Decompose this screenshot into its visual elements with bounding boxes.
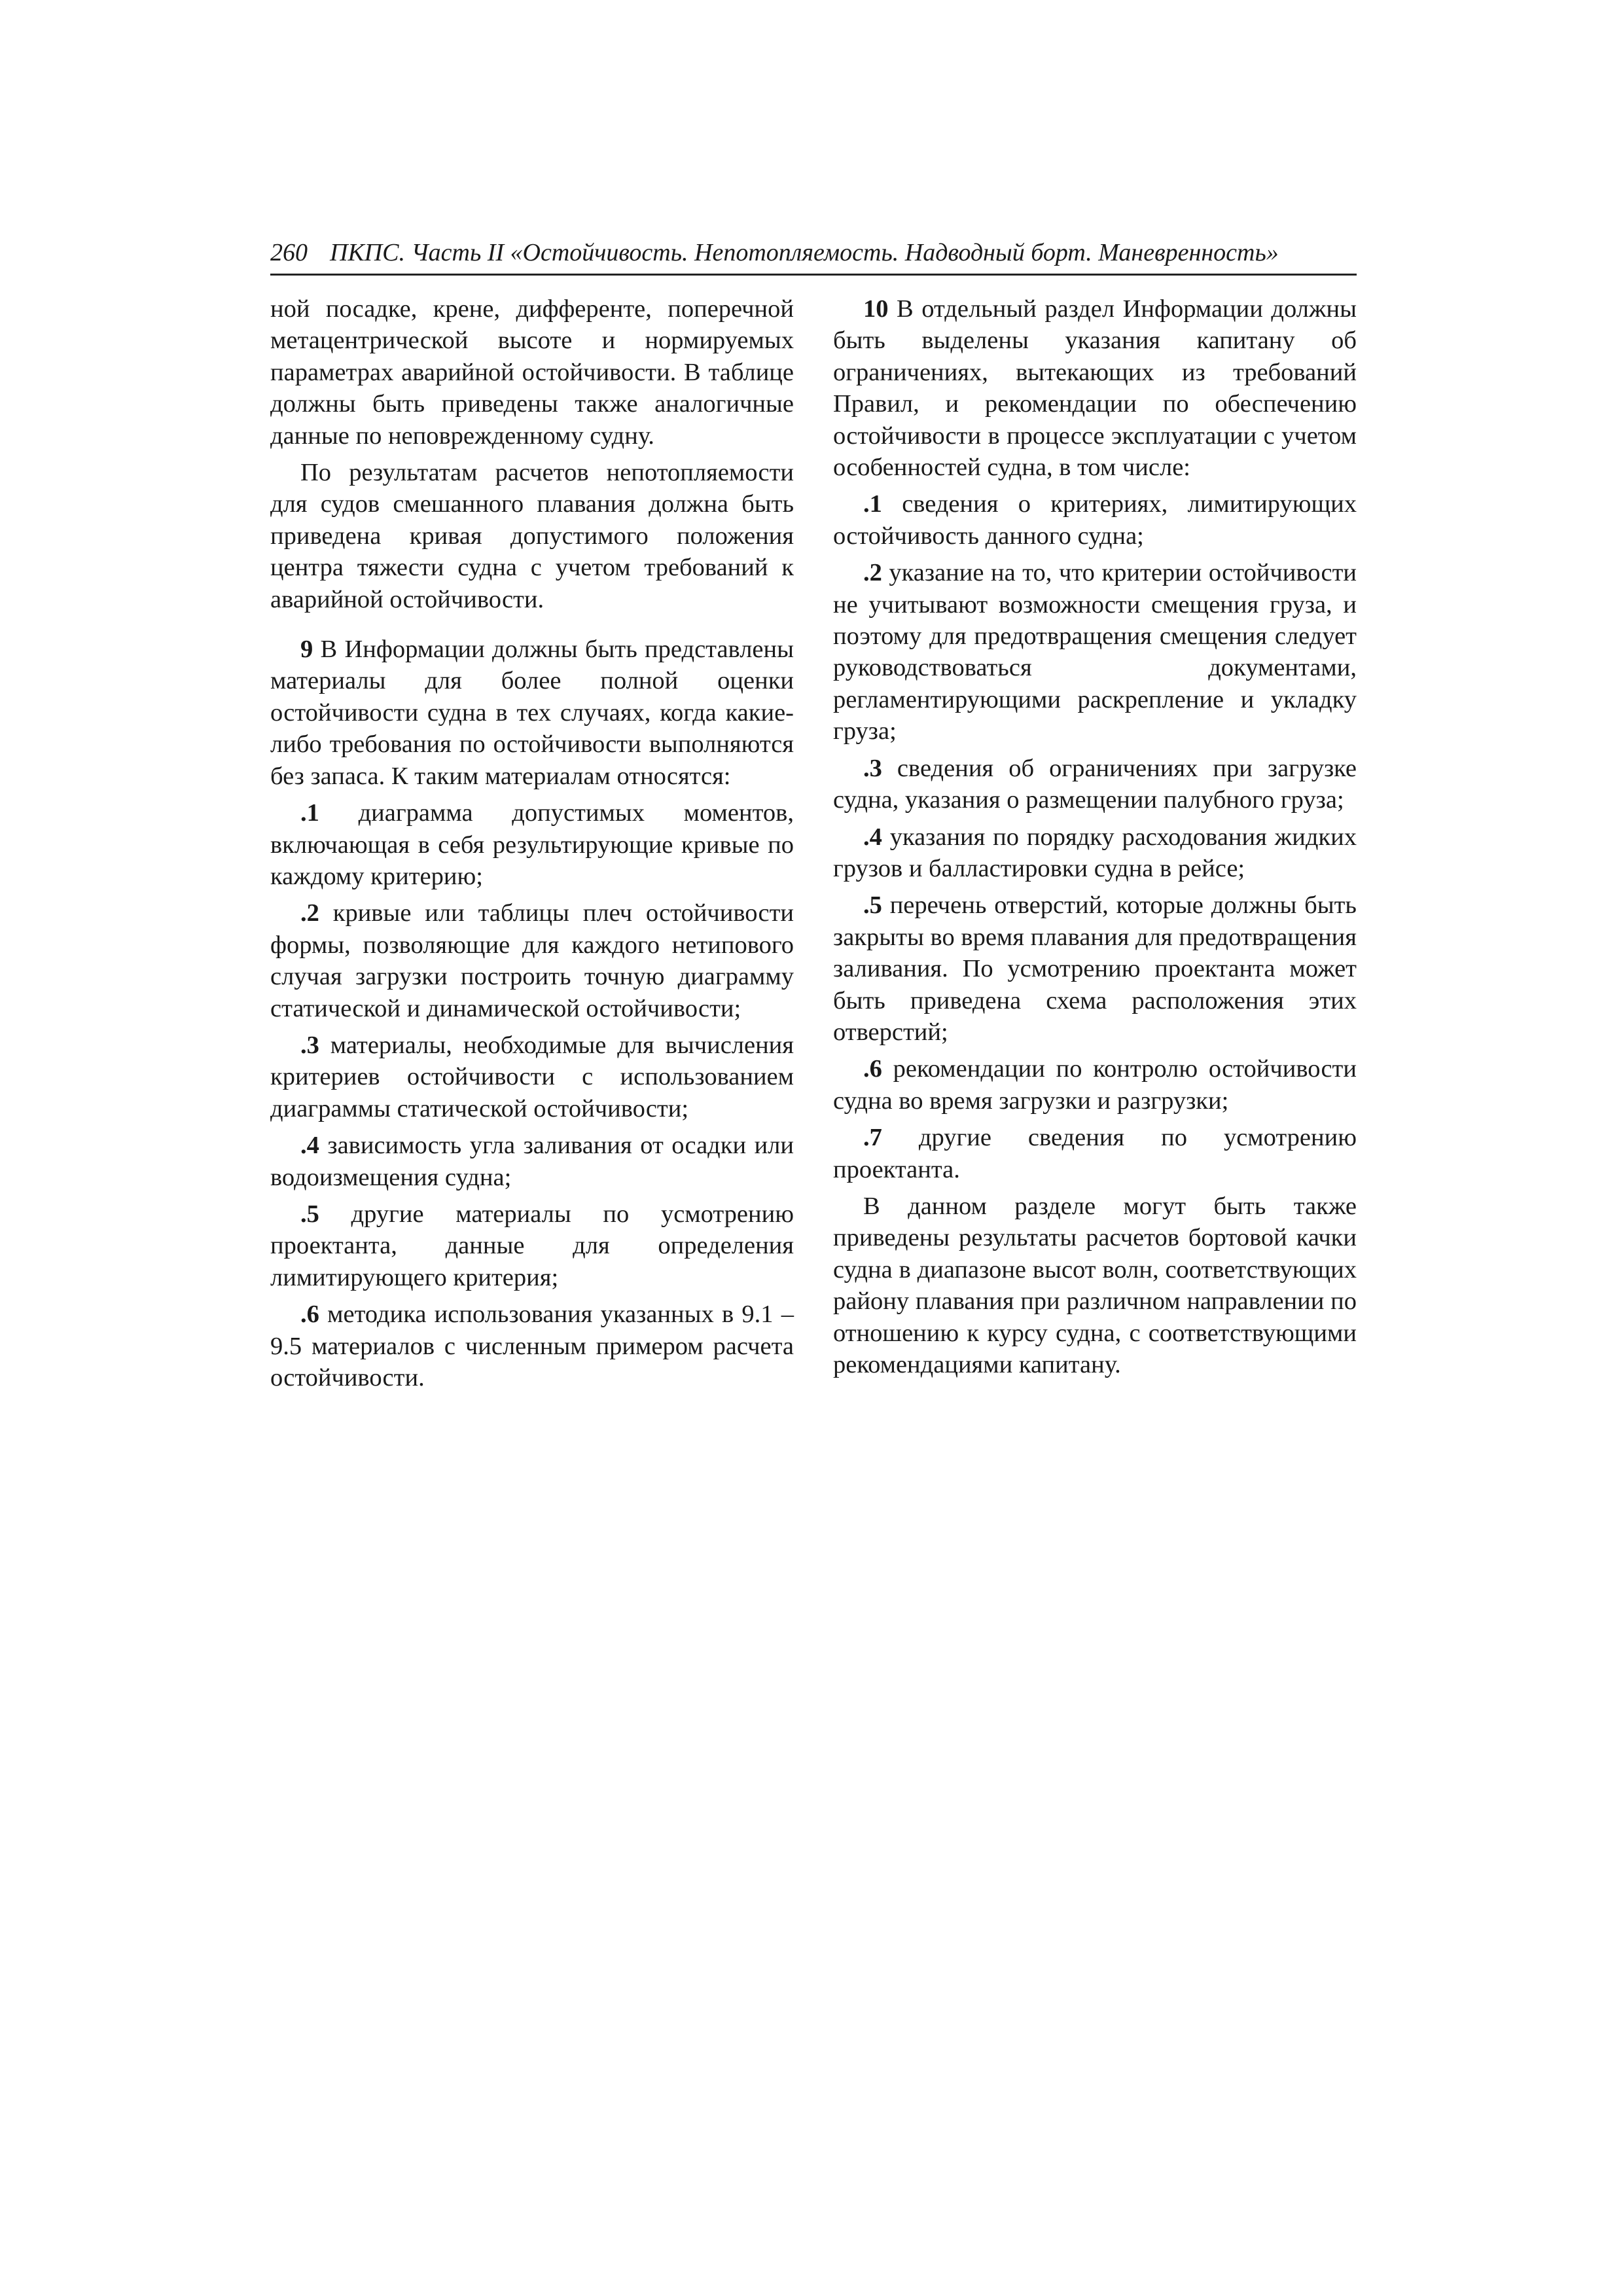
item-text: указание на то, что критерии остойчивости не учитывают возможности смещения груза, и поэтому для предотвращения смещения следует руководствоваться документами, регламентирующими раскрепление и укладку груза; [833,559,1357,745]
item-number: .1 [300,799,319,827]
list-item [833,1122,1357,1185]
item-text: материалы, необходимые для вычисления критериев остойчивости с использованием диаграммы статической остойчивости; [270,1031,794,1122]
item-number: .3 [300,1031,319,1059]
list-item [270,897,794,1024]
running-title: ПКПС. Часть II «Остойчивость. Непотопляемость. Надводный борт. Маневренность» [330,239,1279,266]
right-column [833,293,1357,1386]
section-number: 9 [300,636,313,664]
item-text: перечень отверстий, которые должны быть закрыты во время плавания для предотвращения заливания. По усмотрению проектанта может быть приведена схема расположения этих отверстий; [833,891,1357,1046]
section-9 [270,634,794,792]
item-text: методика использования указанных в 9.1 – 9.5 материалов с численным примером расчета остойчивости. [270,1300,794,1391]
item-number: .4 [863,823,882,851]
page-number: 260 [270,239,308,266]
list-item [833,488,1357,552]
item-number: .7 [863,1124,882,1152]
item-number: .5 [300,1200,319,1228]
item-text: диаграмма допустимых моментов, включающая в себя результирующие кривые по каждому критерию; [270,799,794,890]
list-item [833,753,1357,816]
item-text: рекомендации по контролю остойчивости судна во время загрузки и разгрузки; [833,1055,1357,1115]
item-number: .2 [300,899,319,927]
item-text: сведения о критериях, лимитирующих остойчивость данного судна; [833,490,1357,550]
item-text: указания по порядку расходования жидких грузов и балластировки судна в рейсе; [833,823,1357,882]
paragraph-text: По результатам расчетов непотопляемости для судов смешанного плавания должна быть приведена кривая допустимого положения центра тяжести судна с учетом требований к аварийной остойчивости. [270,459,794,613]
list-item [270,1030,794,1124]
item-number: .6 [300,1300,319,1329]
left-column [270,293,794,1399]
item-number: .3 [863,754,882,782]
section-text: В отдельный раздел Информации должны быть выделены указания капитану об ограничениях, вытекающих из требований Правил, и рекомендации по обеспечению остойчивости в процессе эксплуатации с учетом особенностей судна, в том числе: [833,295,1357,482]
list-item [833,889,1357,1048]
paragraph [833,1191,1357,1380]
list-item [833,557,1357,747]
list-item [270,797,794,892]
list-item [270,1198,794,1293]
item-text: сведения об ограничениях при загрузке судна, указания о размещении палубного груза; [833,754,1357,814]
section-number: 10 [863,295,889,323]
paragraph-text: ной посадке, крене, дифференте, поперечной метацентрической высоте и нормируемых параметрах аварийной остойчивости. В таблице должны быть приведены также аналогичные данные по неповрежденному судну. [270,295,794,450]
paragraph [270,457,794,615]
list-item [270,1299,794,1393]
item-text: зависимость угла заливания от осадки или водоизмещения судна; [270,1132,794,1191]
item-text: другие материалы по усмотрению проектанта, данные для определения лимитирующего критерия; [270,1200,794,1291]
item-number: .5 [863,891,882,920]
item-text: другие сведения по усмотрению проектанта. [833,1124,1357,1183]
list-item [270,1130,794,1193]
item-number: .1 [863,490,882,518]
item-number: .4 [300,1132,319,1160]
paragraph-continued [270,293,794,452]
section-10 [833,293,1357,483]
item-text: кривые или таблицы плеч остойчивости формы, позволяющие для каждого нетипового случая загрузки построить точную диаграмму статической и динамической остойчивости; [270,899,794,1022]
item-number: .6 [863,1055,882,1083]
section-text: В Информации должны быть представлены материалы для более полной оценки остойчивости судна в тех случаях, когда какие-либо требования по остойчивости выполняются без запаса. К таким материалам относятся: [270,636,794,790]
item-number: .2 [863,559,882,587]
list-item [833,1053,1357,1117]
list-item [833,821,1357,885]
paragraph-text: В данном разделе могут быть также приведены результаты расчетов бортовой качки судна в диапазоне высот волн, соответствующих району плавания при различном направлении по отношению к курсу судна, с соответствующими рекомендациями капитану. [833,1192,1357,1378]
running-header [270,236,1357,276]
